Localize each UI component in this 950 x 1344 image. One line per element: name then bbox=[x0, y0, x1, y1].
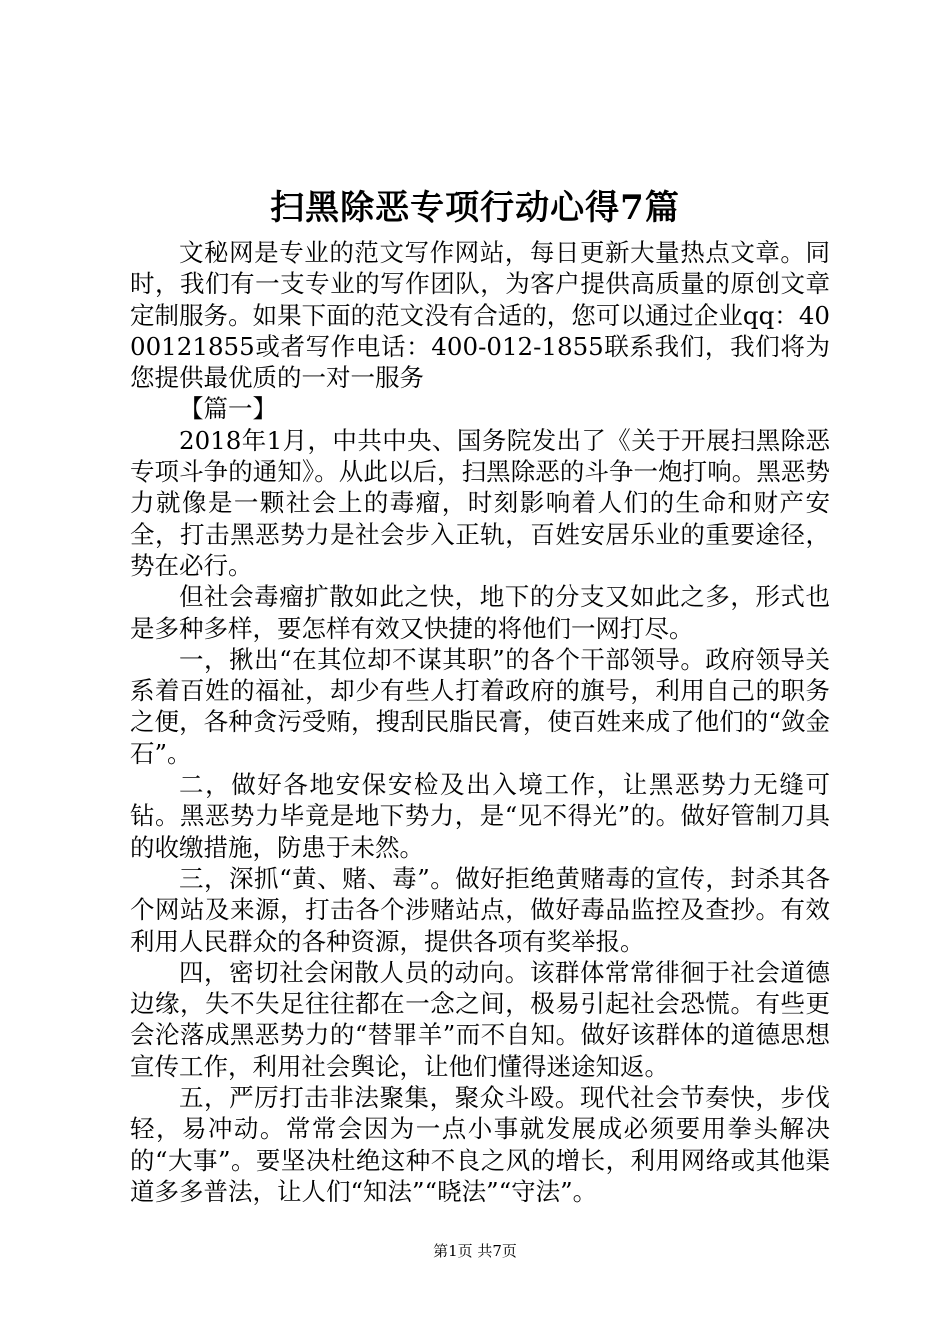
paragraph: 2018年1月，中共中央、国务院发出了《关于开展扫黑除恶专项斗争的通知》。从此以后，扫黑除恶的斗争一炮打响。黑恶势力就像是一颗社会上的毒瘤，时刻影响着人们的生命和财产安全，打击黑恶势力是社会步入正轨，百姓安居乐业的重要途径，势在必行。 bbox=[130, 425, 830, 580]
paragraph-point-1: 一，揪出“在其位却不谋其职”的各个干部领导。政府领导关系着百姓的福祉，却少有些人打着政府的旗号，利用自己的职务之便，各种贪污受贿，搜刮民脂民膏，使百姓来成了他们的“敛金石”。 bbox=[130, 644, 830, 768]
document-title: 扫黑除恶专项行动心得7篇 bbox=[270, 188, 680, 228]
paragraph-point-2: 二，做好各地安保安检及出入境工作，让黑恶势力无缝可钻。黑恶势力毕竟是地下势力，是“见不得光”的。做好管制刀具的收缴措施，防患于未然。 bbox=[130, 770, 830, 862]
paragraph-point-5: 五，严厉打击非法聚集，聚众斗殴。现代社会节奏快，步伐轻，易冲动。常常会因为一点小事就发展成必须要用拳头解决的“大事”。要坚决杜绝这种不良之风的增长，利用网络或其他渠道多多普法，让人们“知法”“晓法”“守法”。 bbox=[130, 1083, 830, 1206]
page-footer: 第1页 共7页 bbox=[433, 1242, 517, 1260]
paragraph-point-4: 四，密切社会闲散人员的动向。该群体常常徘徊于社会道德边缘，失不失足往往都在一念之间，极易引起社会恐慌。有些更会沦落成黑恶势力的“替罪羊”而不自知。做好该群体的道德思想宣传工作，利用社会舆论，让他们懂得迷途知返。 bbox=[130, 957, 830, 1081]
document-body bbox=[130, 237, 830, 1207]
paragraph-point-3: 三，深抓“黄、赌、毒”。做好拒绝黄赌毒的宣传，封杀其各个网站及来源，打击各个涉赌站点，做好毒品监控及查抄。有效利用人民群众的各种资源，提供各项有奖举报。 bbox=[130, 863, 830, 956]
paragraph-intro: 文秘网是专业的范文写作网站，每日更新大量热点文章。同时，我们有一支专业的写作团队，为客户提供高质量的原创文章定制服务。如果下面的范文没有合适的，您可以通过企业qq：4000121855或者写作电话：400-012-1855联系我们，我们将为您提供最优质的一对一服务 bbox=[130, 238, 830, 393]
paragraph: 但社会毒瘤扩散如此之快，地下的分支又如此之多，形式也是多种多样，要怎样有效又快捷的将他们一网打尽。 bbox=[130, 582, 830, 643]
paragraph-section-heading: 【篇一】 bbox=[179, 394, 277, 424]
